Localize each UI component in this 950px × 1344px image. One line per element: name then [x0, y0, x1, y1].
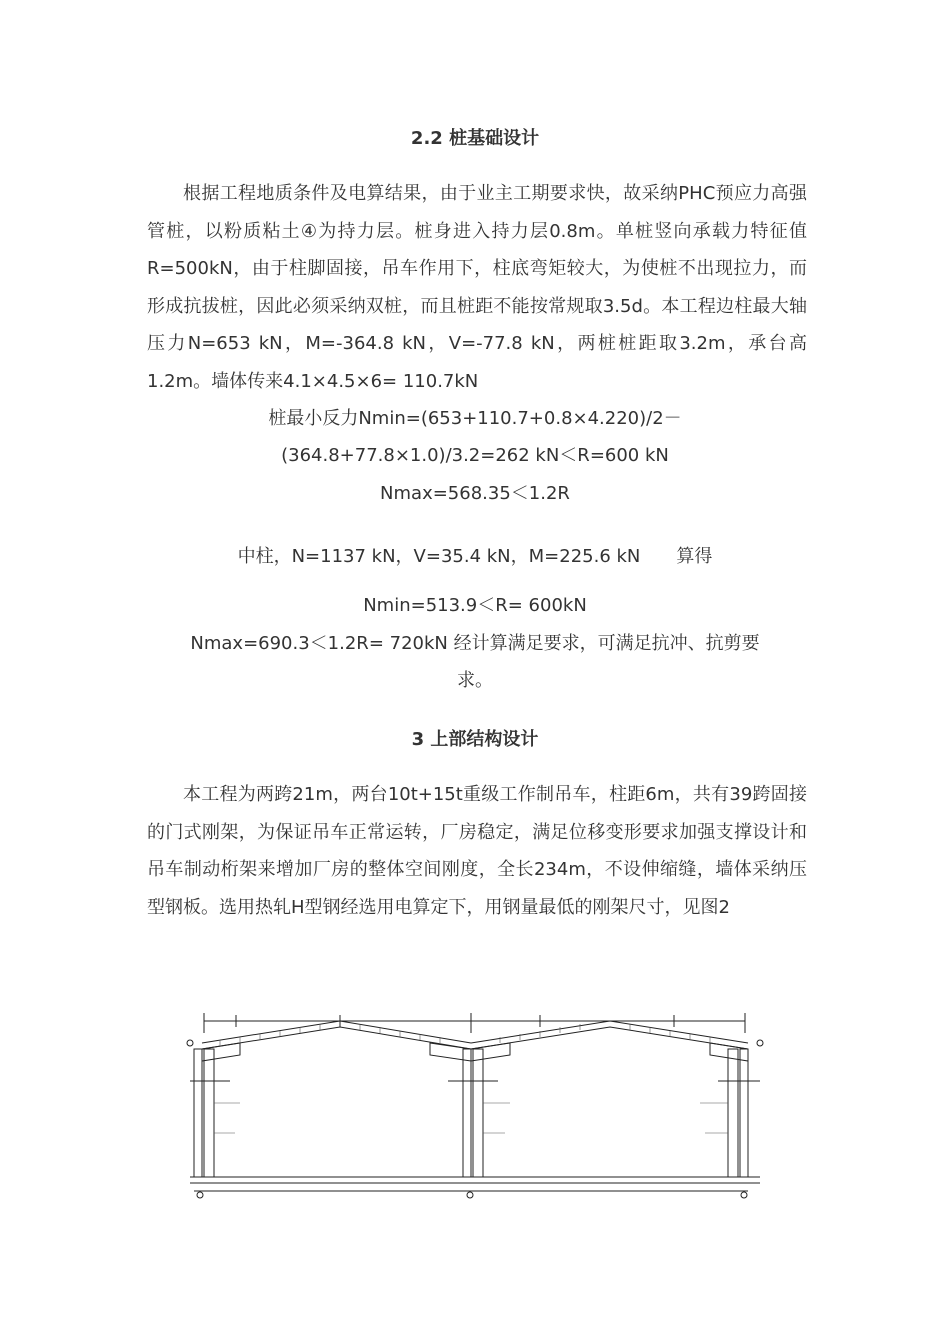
- formula-nmin-line-2: (364.8+77.8×1.0)/3.2=262 kN＜R=600 kN: [281, 445, 669, 466]
- section-heading-superstructure: 3 上部结构设计: [411, 729, 539, 750]
- formula-mid-nmin: Nmin=513.9＜R= 600kN: [363, 595, 587, 616]
- superstructure-paragraph: 本工程为两跨21m，两台10t+15t重级工作制吊车，柱距6m，共有39跨固接的门式刚架，为保证吊车正常运转，厂房稳定，满足位移变形要求加强支撑设计和吊车制动桁架来增加厂房的整体空间刚度，全长234m，不设伸缩缝，墙体采纳压型钢板。选用热轧H型钢经选用电算定下，用钢量最低的刚架尺寸，见图2: [147, 784, 807, 918]
- portal-frame-svg: [180, 1003, 770, 1208]
- formula-mid-nmax-cont: 求。: [457, 670, 493, 691]
- formula-mid-nmax: Nmax=690.3＜1.2R= 720kN 经计算满足要求，可满足抗冲、抗剪要: [190, 633, 760, 654]
- section-heading-pile-foundation: 2.2 桩基础设计: [410, 128, 540, 149]
- middle-column-forces: 中柱，N=1137 kN，V=35.4 kN，M=225.6 kN 算得: [237, 546, 713, 567]
- formula-nmin-line-1: 桩最小反力Nmin=(653+110.7+0.8×4.220)/2－: [268, 408, 682, 429]
- portal-frame-drawing: [180, 1003, 770, 1208]
- pile-foundation-paragraph: 根据工程地质条件及电算结果，由于业主工期要求快，故采纳PHC预应力高强管桩，以粉质粘土④为持力层。桩身进入持力层0.8m。单桩竖向承载力特征值R=500kN，由于柱脚固接，吊车作用下，柱底弯矩较大，为使桩不出现拉力，而形成抗拔桩，因此必须采纳双桩，而且桩距不能按常规取3.5d。本工程边柱最大轴压力N=653 kN，M=-364.8 kN，V=-77.8 kN，两桩桩距取3.2m，承台高1.2m。墙体传来4.1×4.5×6= 110.7kN: [147, 183, 807, 392]
- formula-nmax: Nmax=568.35＜1.2R: [380, 483, 570, 504]
